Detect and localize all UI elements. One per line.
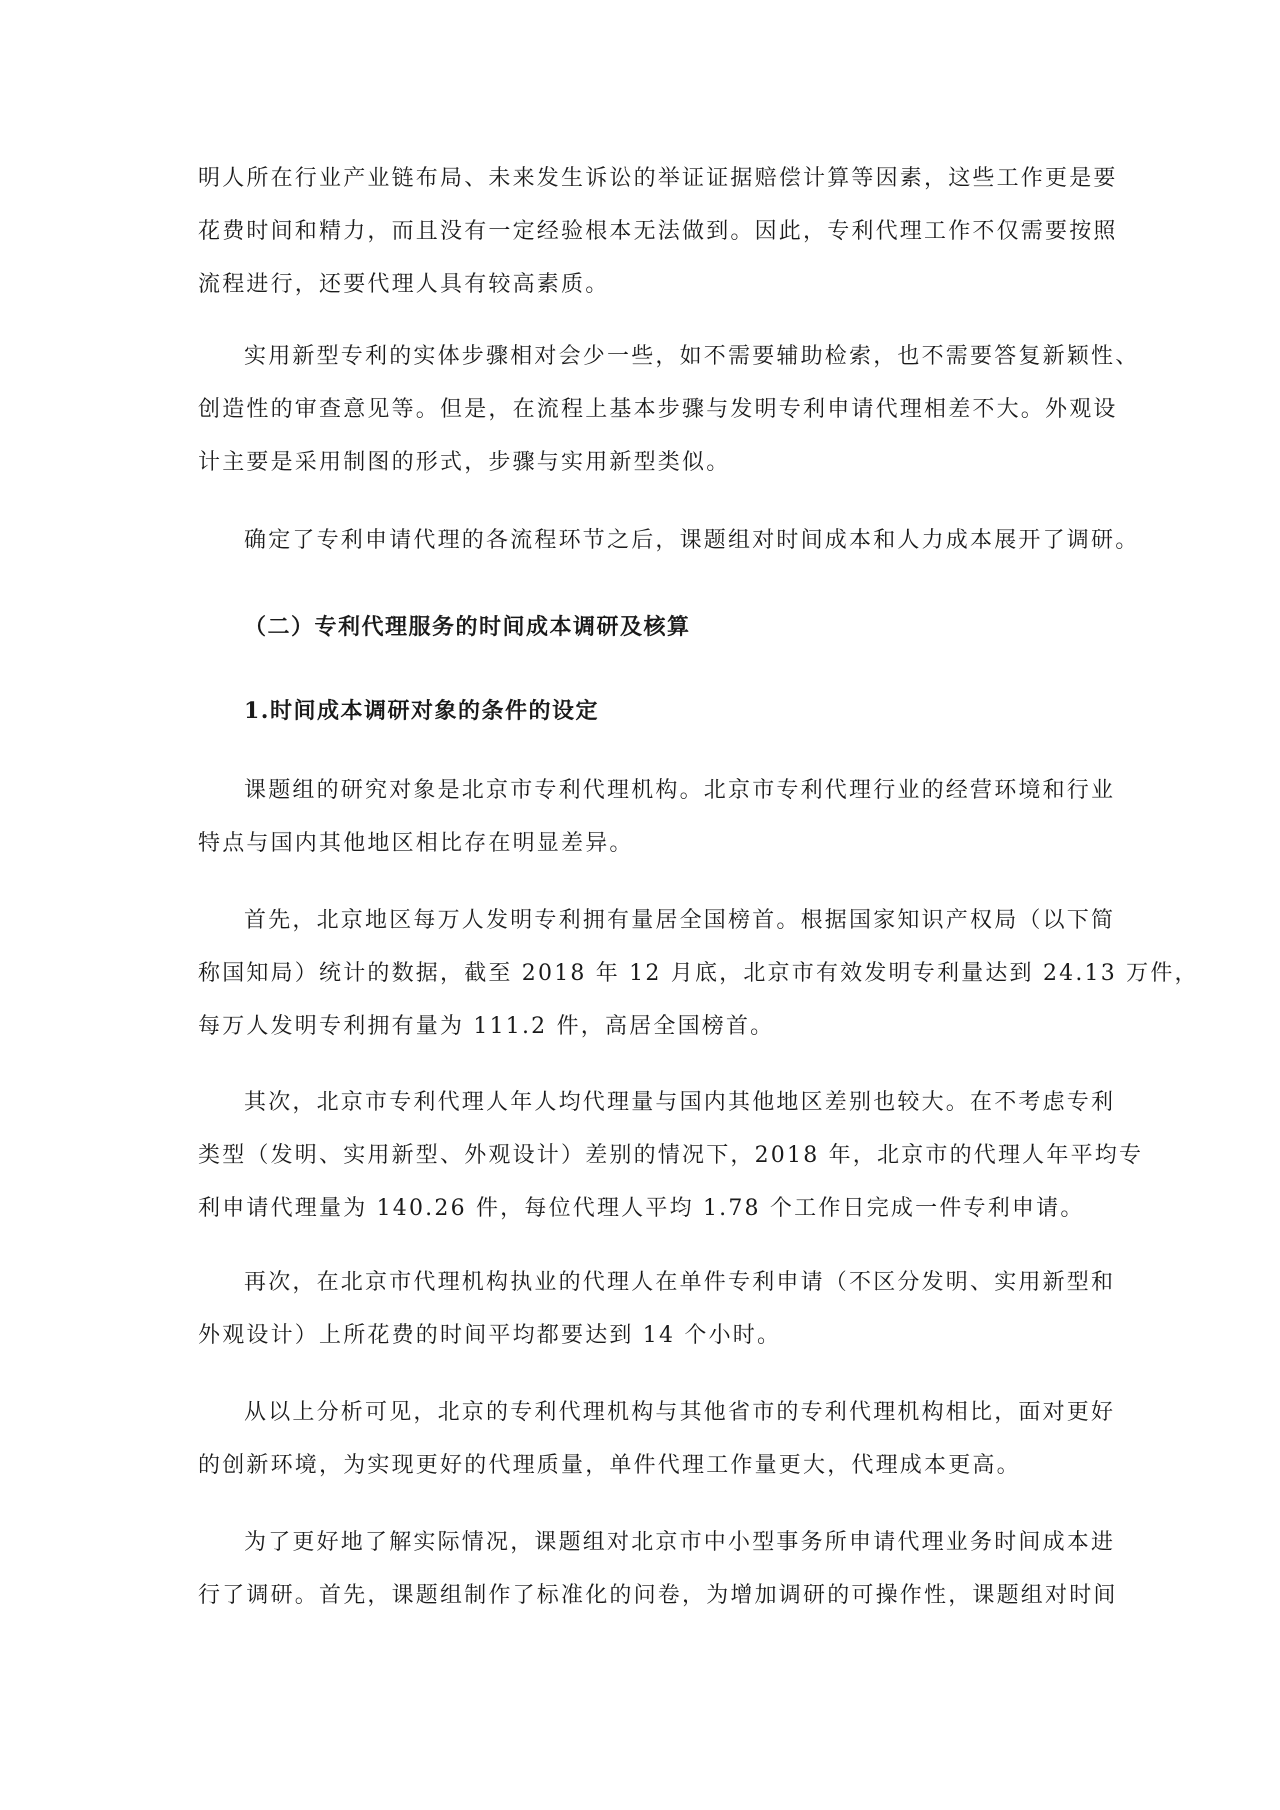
text-line: 从以上分析可见，北京的专利代理机构与其他省市的专利代理机构相比，面对更好	[244, 1400, 1116, 1425]
section-heading: （二）专利代理服务的时间成本调研及核算	[244, 614, 691, 640]
text-line: 计主要是采用制图的形式，步骤与实用新型类似。	[198, 450, 731, 475]
text-line: 确定了专利申请代理的各流程环节之后，课题组对时间成本和人力成本展开了调研。	[244, 528, 1140, 553]
paragraph-survey	[198, 1528, 1118, 1611]
text-line: 的创新环境，为实现更好的代理质量，单件代理工作量更大，代理成本更高。	[198, 1453, 1021, 1478]
text-line: 其次，北京市专利代理人年人均代理量与国内其他地区差别也较大。在不考虑专利	[244, 1090, 1116, 1115]
paragraph-first	[198, 906, 1199, 1042]
text-line: 流程进行，还要代理人具有较高素质。	[198, 272, 610, 297]
paragraph-third	[198, 1268, 1116, 1351]
text-line: 实用新型专利的实体步骤相对会少一些，如不需要辅助检索，也不需要答复新颖性、	[244, 344, 1140, 369]
paragraph-process-determined	[198, 526, 1140, 556]
paragraph-continuation	[198, 164, 1118, 300]
text-line: 特点与国内其他地区相比存在明显差异。	[198, 831, 634, 856]
text-line: 行了调研。首先，课题组制作了标准化的问卷，为增加调研的可操作性，课题组对时间	[198, 1583, 1118, 1608]
text-line: 花费时间和精力，而且没有一定经验根本无法做到。因此，专利代理工作不仅需要按照	[198, 219, 1118, 244]
text-line: 再次，在北京市代理机构执业的代理人在单件专利申请（不区分发明、实用新型和	[244, 1270, 1116, 1295]
paragraph-utility-model	[198, 342, 1140, 478]
text-line: 类型（发明、实用新型、外观设计）差别的情况下，2018 年，北京市的代理人年平均专	[198, 1143, 1144, 1168]
text-line: 创造性的审查意见等。但是，在流程上基本步骤与发明专利申请代理相差不大。外观设	[198, 397, 1118, 422]
text-line: 课题组的研究对象是北京市专利代理机构。北京市专利代理行业的经营环境和行业	[244, 778, 1116, 803]
text-line: 为了更好地了解实际情况，课题组对北京市中小型事务所申请代理业务时间成本进	[244, 1530, 1116, 1555]
text-line: 利申请代理量为 140.26 件，每位代理人平均 1.78 个工作日完成一件专利申请。	[198, 1196, 1085, 1221]
paragraph-research-object	[198, 776, 1116, 859]
paragraph-analysis	[198, 1398, 1116, 1481]
paragraph-second	[198, 1088, 1144, 1224]
text-line: 称国知局）统计的数据，截至 2018 年 12 月底，北京市有效发明专利量达到 24.13 万件，	[198, 961, 1199, 986]
text-line: 每万人发明专利拥有量为 111.2 件，高居全国榜首。	[198, 1014, 775, 1039]
subsection-heading: 1.时间成本调研对象的条件的设定	[244, 698, 599, 724]
text-line: 首先，北京地区每万人发明专利拥有量居全国榜首。根据国家知识产权局（以下简	[244, 908, 1116, 933]
text-line: 外观设计）上所花费的时间平均都要达到 14 个小时。	[198, 1323, 782, 1348]
text-line: 明人所在行业产业链布局、未来发生诉讼的举证证据赔偿计算等因素，这些工作更是要	[198, 166, 1118, 191]
